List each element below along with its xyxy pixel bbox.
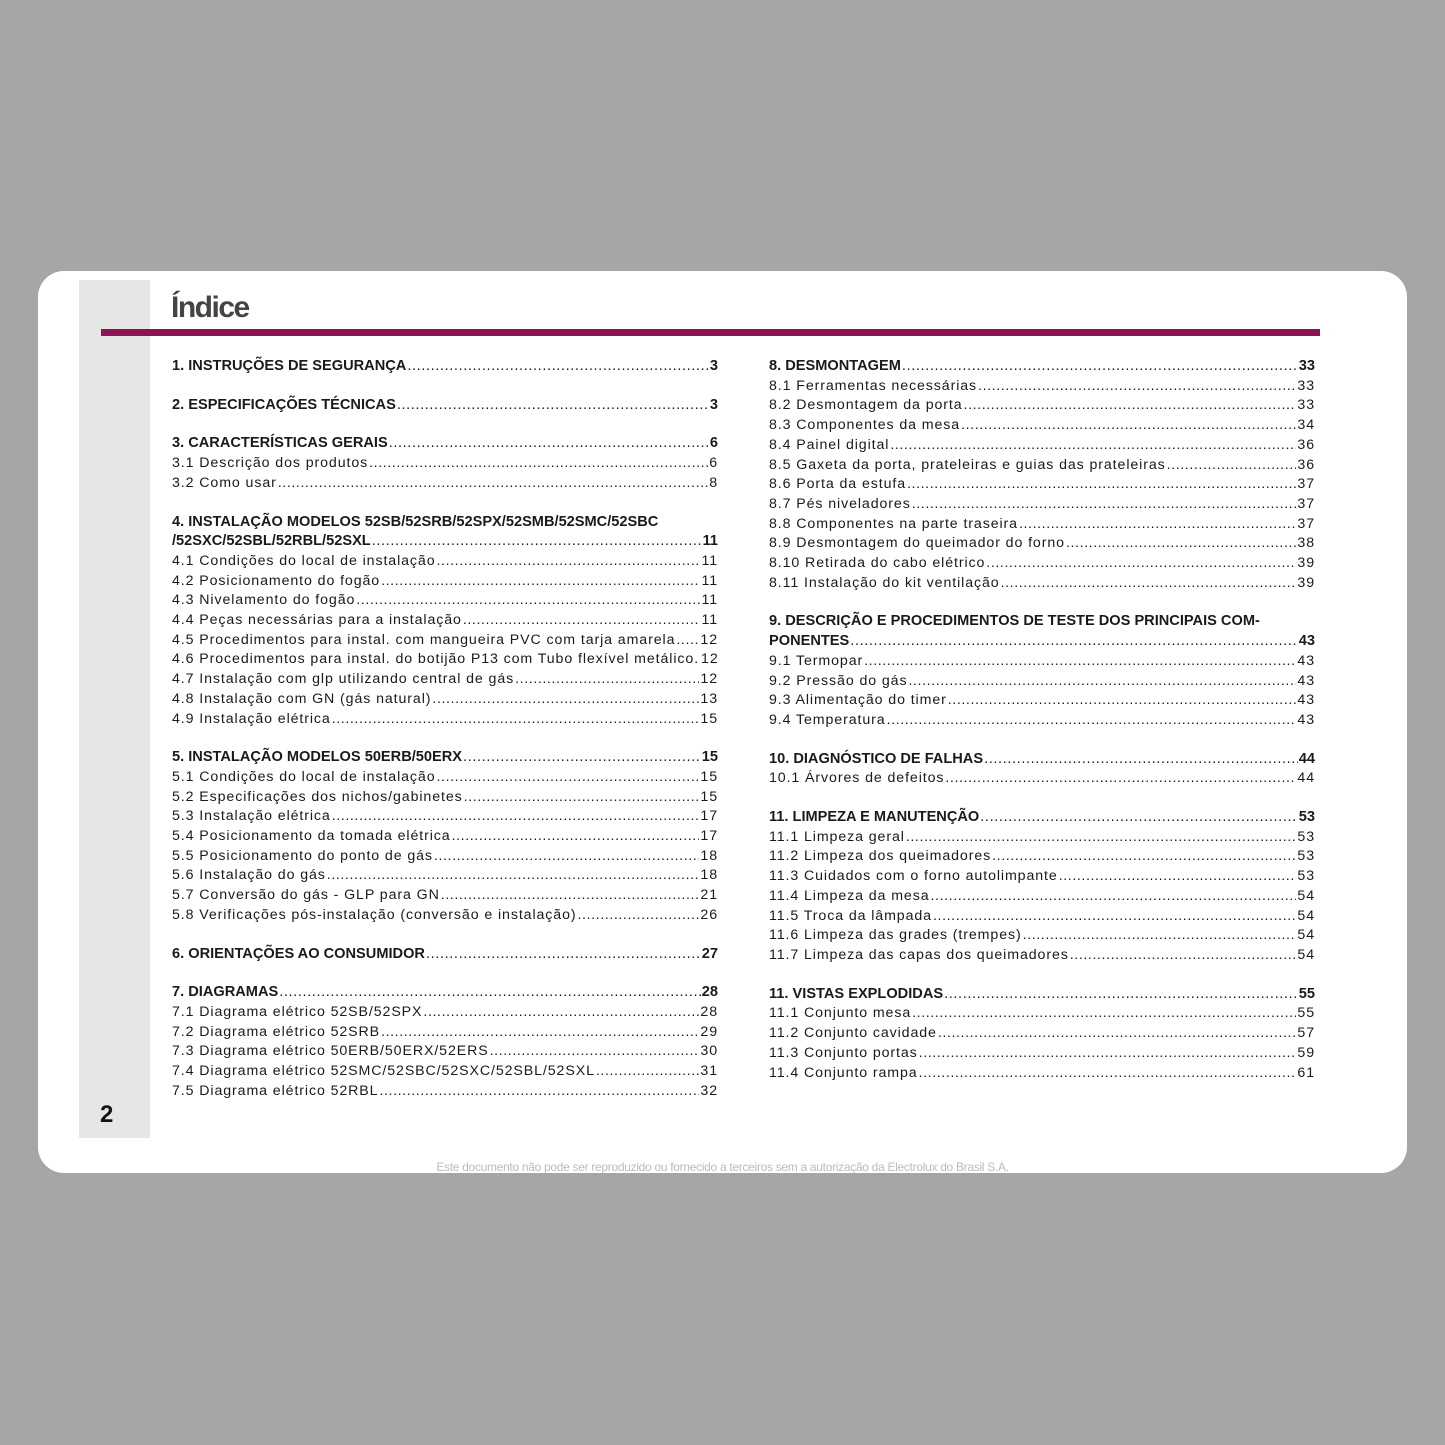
toc-entry-label: 8.10 Retirada do cabo elétrico xyxy=(769,555,986,572)
toc-entry[interactable] xyxy=(769,887,1315,907)
toc-entry-label: 11.4 Limpeza da mesa xyxy=(769,887,930,904)
toc-page-number: 57 xyxy=(1297,1025,1315,1042)
dot-leader xyxy=(463,611,701,631)
dot-leader xyxy=(434,847,699,867)
dot-leader xyxy=(986,554,1296,574)
toc-page-number: 36 xyxy=(1297,456,1315,473)
toc-page-number: 55 xyxy=(1298,985,1315,1002)
toc-page-number: 6 xyxy=(709,455,718,472)
dot-leader xyxy=(381,572,700,592)
toc-page-number: 11 xyxy=(702,533,718,550)
toc-page-number: 11 xyxy=(701,572,718,589)
toc-entry-label: 9.2 Pressão do gás xyxy=(769,672,908,689)
toc-page-number: 15 xyxy=(700,768,718,785)
toc-entry[interactable] xyxy=(172,886,718,906)
toc-section-heading[interactable] xyxy=(172,748,718,768)
toc-section-heading[interactable] xyxy=(769,985,1315,1005)
dot-leader xyxy=(1066,534,1296,554)
toc-entry[interactable] xyxy=(172,670,718,690)
dot-leader xyxy=(919,1064,1297,1084)
dot-leader xyxy=(676,631,699,651)
toc-page-number: 44 xyxy=(1297,770,1315,787)
toc-entry[interactable] xyxy=(769,1004,1315,1024)
toc-entry[interactable] xyxy=(172,454,718,474)
toc-page-number: 12 xyxy=(700,631,718,648)
toc-page-number: 39 xyxy=(1297,574,1315,591)
dot-leader xyxy=(1070,946,1297,966)
toc-entry[interactable] xyxy=(769,672,1315,692)
toc-page-number: 37 xyxy=(1297,515,1315,532)
toc-page-number: 18 xyxy=(700,847,718,864)
dot-leader xyxy=(919,1044,1297,1064)
toc-page-number: 27 xyxy=(701,945,718,962)
toc-entry-label: 9.4 Temperatura xyxy=(769,711,886,728)
toc-entry[interactable] xyxy=(172,1062,718,1082)
dot-leader xyxy=(938,1024,1297,1044)
toc-entry-label: 11.3 Cuidados com o forno autolimpante xyxy=(769,868,1058,885)
toc-section-heading[interactable] xyxy=(769,808,1315,828)
toc-entry[interactable] xyxy=(172,611,718,631)
toc-page-number: 53 xyxy=(1297,848,1315,865)
toc-entry-label: 10. DIAGNÓSTICO DE FALHAS xyxy=(769,750,984,767)
dot-leader xyxy=(945,769,1296,789)
dot-leader xyxy=(437,768,700,788)
toc-section-heading[interactable] xyxy=(769,750,1315,770)
toc-entry-label: 6. ORIENTAÇÕES AO CONSUMIDOR xyxy=(172,945,425,962)
dot-leader xyxy=(379,1082,699,1102)
toc-entry-label: 7.2 Diagrama elétrico 52SRB xyxy=(172,1023,381,1040)
toc-entry[interactable] xyxy=(769,436,1315,456)
toc-page-number: 6 xyxy=(709,435,718,452)
toc-page-number: 15 xyxy=(701,749,718,766)
toc-entry-label: 8.11 Instalação do kit ventilação xyxy=(769,574,1000,591)
toc-page-number: 33 xyxy=(1297,397,1315,414)
dot-leader xyxy=(944,985,1298,1005)
toc-section-heading[interactable] xyxy=(172,532,718,552)
toc-page-number: 61 xyxy=(1297,1064,1315,1081)
footer-notice: Este documento não pode ser reproduzido ou fornecido a terceiros sem a autorização da Electrolux do Brasil S.A. xyxy=(436,1160,1009,1174)
toc-entry[interactable] xyxy=(769,691,1315,711)
dot-leader xyxy=(279,983,701,1003)
toc-page-number: 3 xyxy=(709,358,718,374)
document-page xyxy=(38,271,1407,1173)
toc-page-number: 21 xyxy=(700,887,718,904)
toc-entry[interactable] xyxy=(769,907,1315,927)
toc-page-number: 53 xyxy=(1298,809,1315,826)
toc-entry-label: 11.3 Conjunto portas xyxy=(769,1044,918,1061)
toc-section-heading[interactable] xyxy=(172,396,718,416)
toc-entry[interactable] xyxy=(769,926,1315,946)
toc-page-number: 55 xyxy=(1297,1005,1315,1022)
toc-entry[interactable] xyxy=(172,474,718,494)
toc-page-number: 59 xyxy=(1297,1044,1315,1061)
toc-entry[interactable] xyxy=(172,807,718,827)
dot-leader xyxy=(992,847,1296,867)
toc-entry-label: 3. CARACTERÍSTICAS GERAIS xyxy=(172,435,388,452)
page-title: Índice xyxy=(171,291,249,324)
toc-entry-label: 5.6 Instalação do gás xyxy=(172,867,326,884)
dot-leader xyxy=(369,454,708,474)
toc-entry[interactable] xyxy=(172,631,718,651)
dot-leader xyxy=(578,906,700,926)
toc-page-number: 26 xyxy=(700,906,718,923)
toc-entry-label: 8. DESMONTAGEM xyxy=(769,358,901,374)
toc-entry-label: /52SXC/52SBL/52RBL/52SXL xyxy=(172,533,371,550)
toc-spacer xyxy=(172,415,718,434)
toc-entry-label: 7.5 Diagrama elétrico 52RBL xyxy=(172,1082,379,1099)
toc-spacer xyxy=(172,377,718,396)
toc-entry-label: 5.1 Condições do local de instalação xyxy=(172,768,436,785)
toc-section-heading[interactable] xyxy=(769,357,1315,377)
toc-heading-line: 4. INSTALAÇÃO MODELOS 52SB/52SRB/52SPX/52SMB/52SMC/52SBC xyxy=(172,513,659,530)
toc-entry-label: 4.9 Instalação elétrica xyxy=(172,710,331,727)
toc-page-number: 36 xyxy=(1297,436,1315,453)
dot-leader xyxy=(933,907,1296,927)
dot-leader xyxy=(964,396,1297,416)
toc-page-number: 12 xyxy=(701,651,719,668)
toc-spacer xyxy=(769,966,1315,985)
toc-entry[interactable] xyxy=(769,1024,1315,1044)
toc-entry-label: 11.1 Limpeza geral xyxy=(769,828,905,845)
toc-page-number: 44 xyxy=(1298,750,1315,767)
dot-leader xyxy=(426,945,701,965)
toc-entry[interactable] xyxy=(172,710,718,730)
toc-page-number: 12 xyxy=(700,671,718,688)
toc-page-number: 15 xyxy=(700,788,718,805)
dot-leader xyxy=(397,396,709,416)
toc-entry[interactable] xyxy=(172,591,718,611)
toc-entry[interactable] xyxy=(172,866,718,886)
toc-section-heading[interactable] xyxy=(172,357,718,377)
toc-entry-label: 3.2 Como usar xyxy=(172,474,277,491)
toc-page-number: 37 xyxy=(1297,476,1315,493)
toc-entry-label: 5.8 Verificações pós-instalação (conversão e instalação) xyxy=(172,906,577,923)
dot-leader xyxy=(906,828,1297,848)
toc-entry-label: 8.1 Ferramentas necessárias xyxy=(769,377,978,394)
dot-leader xyxy=(464,788,700,808)
toc-entry-label: 10.1 Árvores de defeitos xyxy=(769,770,945,787)
toc-entry-label: 8.9 Desmontagem do queimador do forno xyxy=(769,535,1065,552)
toc-page-number: 13 xyxy=(700,690,718,707)
toc-entry-label: 8.7 Pés niveladores xyxy=(769,495,911,512)
toc-entry-label: 7.1 Diagrama elétrico 52SB/52SPX xyxy=(172,1003,423,1020)
toc-entry-label: 8.5 Gaxeta da porta, prateleiras e guias das prateleiras xyxy=(769,456,1166,473)
toc-page-number: 17 xyxy=(700,808,718,825)
toc-entry-label: 7. DIAGRAMAS xyxy=(172,984,279,1001)
dot-leader xyxy=(1059,867,1297,887)
toc-page-number: 17 xyxy=(700,828,718,845)
toc-page-number: 8 xyxy=(709,474,718,491)
toc-entry[interactable] xyxy=(172,906,718,926)
toc-section-heading[interactable] xyxy=(172,983,718,1003)
dot-leader xyxy=(381,1023,699,1043)
dot-leader xyxy=(372,532,702,552)
toc-page-number: 28 xyxy=(700,1003,718,1020)
toc-entry-label: 4.1 Condições do local de instalação xyxy=(172,552,436,569)
toc-page-number: 28 xyxy=(701,984,718,1001)
toc-entry-label: 11. VISTAS EXPLODIDAS xyxy=(769,985,944,1002)
toc-entry-label: 5.2 Especificações dos nichos/gabinetes xyxy=(172,788,463,805)
dot-leader xyxy=(978,377,1296,397)
toc-page-number: 33 xyxy=(1297,377,1315,394)
dot-leader xyxy=(887,711,1297,731)
toc-entry-label: 8.4 Painel digital xyxy=(769,436,890,453)
toc-entry[interactable] xyxy=(769,847,1315,867)
toc-entry[interactable] xyxy=(769,1064,1315,1084)
toc-page-number: 11 xyxy=(701,552,718,569)
toc-entry-label: 2. ESPECIFICAÇÕES TÉCNICAS xyxy=(172,396,396,413)
toc-entry[interactable] xyxy=(172,1082,718,1102)
toc-entry-label: 11.1 Conjunto mesa xyxy=(769,1005,912,1022)
toc-spacer xyxy=(172,729,718,748)
toc-entry-label: 5.5 Posicionamento do ponto de gás xyxy=(172,847,433,864)
toc-entry-label: 4.4 Peças necessárias para a instalação xyxy=(172,612,462,629)
toc-entry[interactable] xyxy=(172,572,718,592)
toc-entry-label: 5.3 Instalação elétrica xyxy=(172,808,331,825)
toc-section-heading[interactable] xyxy=(172,434,718,454)
toc-entry-label: 11. LIMPEZA E MANUTENÇÃO xyxy=(769,809,980,826)
dot-leader xyxy=(407,357,709,377)
toc-entry-label: 8.3 Componentes da mesa xyxy=(769,417,961,434)
dot-leader xyxy=(850,632,1297,652)
dot-leader xyxy=(463,748,701,768)
toc-spacer xyxy=(172,494,718,513)
dot-leader xyxy=(984,750,1298,770)
toc-page-number: 33 xyxy=(1298,358,1315,374)
dot-leader xyxy=(490,1042,700,1062)
toc-entry[interactable] xyxy=(769,867,1315,887)
dot-leader xyxy=(596,1062,700,1082)
toc-entry[interactable] xyxy=(172,552,718,572)
toc-page-number: 38 xyxy=(1297,535,1315,552)
toc-entry-label: 11.4 Conjunto rampa xyxy=(769,1064,918,1081)
side-strip xyxy=(79,280,150,1138)
dot-leader xyxy=(332,710,700,730)
toc-page-number: 11 xyxy=(701,592,718,609)
dot-leader xyxy=(389,434,709,454)
dot-leader xyxy=(864,652,1296,672)
title-rule xyxy=(101,329,1320,336)
toc-entry[interactable] xyxy=(769,495,1315,515)
toc-spacer xyxy=(769,731,1315,750)
toc-page-number: 30 xyxy=(700,1043,718,1060)
dot-leader xyxy=(1023,926,1297,946)
toc-entry[interactable] xyxy=(769,574,1315,594)
dot-leader xyxy=(332,807,700,827)
toc-spacer xyxy=(172,926,718,945)
dot-leader xyxy=(432,690,699,710)
toc-entry-label: PONENTES xyxy=(769,633,850,650)
toc-entry-label: 7.3 Diagrama elétrico 50ERB/50ERX/52ERS xyxy=(172,1043,489,1060)
dot-leader xyxy=(907,475,1296,495)
toc-entry-label: 9.1 Termopar xyxy=(769,652,864,669)
toc-page-number: 43 xyxy=(1297,692,1315,709)
toc-section-heading[interactable] xyxy=(769,632,1315,652)
toc-entry[interactable] xyxy=(769,554,1315,574)
toc-page-number: 54 xyxy=(1297,907,1315,924)
toc-entry-label: 4.8 Instalação com GN (gás natural) xyxy=(172,690,432,707)
toc-entry[interactable] xyxy=(769,456,1315,476)
dot-leader xyxy=(327,866,700,886)
toc-page-number: 53 xyxy=(1297,828,1315,845)
toc-entry-label: 8.8 Componentes na parte traseira xyxy=(769,515,1018,532)
toc-entry-label: 5.4 Posicionamento da tomada elétrica xyxy=(172,828,451,845)
toc-entry-label: 4.5 Procedimentos para instal. com mangueira PVC com tarja amarela xyxy=(172,631,676,648)
toc-page-number: 31 xyxy=(700,1063,718,1080)
toc-entry-label: 4.2 Posicionamento do fogão xyxy=(172,572,381,589)
toc-entry-label: 11.5 Troca da lâmpada xyxy=(769,907,932,924)
toc-entry[interactable] xyxy=(769,475,1315,495)
dot-leader xyxy=(452,827,700,847)
toc-page-number: 43 xyxy=(1297,711,1315,728)
toc-entry-label: 11.2 Conjunto cavidade xyxy=(769,1025,937,1042)
dot-leader xyxy=(441,886,700,906)
toc-page-number: 11 xyxy=(701,612,718,629)
toc-entry-label: 1. INSTRUÇÕES DE SEGURANÇA xyxy=(172,358,407,374)
toc-page-number: 3 xyxy=(709,396,718,413)
dot-leader xyxy=(912,495,1297,515)
toc-entry[interactable] xyxy=(172,690,718,710)
toc-entry-label: 4.3 Nivelamento do fogão xyxy=(172,592,356,609)
toc-spacer xyxy=(172,964,718,983)
dot-leader xyxy=(961,416,1296,436)
toc-entry[interactable] xyxy=(172,1023,718,1043)
toc-page-number: 39 xyxy=(1297,555,1315,572)
toc-entry[interactable] xyxy=(172,1003,718,1023)
dot-leader xyxy=(1167,456,1297,476)
toc-spacer xyxy=(769,789,1315,808)
toc-page-number: 37 xyxy=(1297,495,1315,512)
toc-page-number: 32 xyxy=(700,1082,718,1099)
toc-section-heading[interactable] xyxy=(172,945,718,965)
toc-left-column xyxy=(172,357,718,1102)
toc-entry[interactable] xyxy=(769,396,1315,416)
toc-entry[interactable] xyxy=(769,946,1315,966)
toc-entry[interactable] xyxy=(172,1042,718,1062)
toc-spacer xyxy=(769,593,1315,612)
toc-entry[interactable] xyxy=(769,828,1315,848)
toc-page-number: 43 xyxy=(1297,672,1315,689)
toc-entry-label: 9.3 Alimentação do timer xyxy=(769,692,947,709)
toc-page-number: 54 xyxy=(1297,927,1315,944)
page-number: 2 xyxy=(100,1101,114,1128)
dot-leader xyxy=(908,672,1296,692)
toc-entry[interactable] xyxy=(172,788,718,808)
toc-heading-line: 9. DESCRIÇÃO E PROCEDIMENTOS DE TESTE DOS PRINCIPAIS COM- xyxy=(769,613,1260,630)
toc-entry[interactable] xyxy=(769,652,1315,672)
dot-leader xyxy=(902,357,1298,377)
toc-entry[interactable] xyxy=(769,534,1315,554)
toc-entry[interactable] xyxy=(769,515,1315,535)
dot-leader xyxy=(912,1004,1296,1024)
toc-entry[interactable] xyxy=(769,711,1315,731)
toc-page-number: 15 xyxy=(700,710,718,727)
dot-leader xyxy=(930,887,1296,907)
toc-page-number: 29 xyxy=(700,1023,718,1040)
dot-leader xyxy=(980,808,1297,828)
toc-entry[interactable] xyxy=(769,377,1315,397)
toc-page-number: 43 xyxy=(1298,633,1315,650)
toc-entry-label: 5.7 Conversão do gás - GLP para GN xyxy=(172,887,440,904)
toc-entry[interactable] xyxy=(172,847,718,867)
toc-page-number: 18 xyxy=(700,867,718,884)
toc-page-number: 54 xyxy=(1297,946,1315,963)
toc-entry-label: 11.6 Limpeza das grades (trempes) xyxy=(769,927,1022,944)
toc-page-number: 54 xyxy=(1297,887,1315,904)
dot-leader xyxy=(1019,515,1296,535)
toc-entry[interactable] xyxy=(769,1044,1315,1064)
toc-page-number: 34 xyxy=(1297,417,1315,434)
toc-entry-label: 4.7 Instalação com glp utilizando central de gás xyxy=(172,671,515,688)
toc-entry-label: 11.7 Limpeza das capas dos queimadores xyxy=(769,946,1069,963)
toc-entry-label: 8.2 Desmontagem da porta xyxy=(769,397,963,414)
toc-entry-label: 11.2 Limpeza dos queimadores xyxy=(769,848,992,865)
toc-entry[interactable] xyxy=(769,416,1315,436)
toc-entry[interactable] xyxy=(172,768,718,788)
dot-leader xyxy=(278,474,708,494)
toc-entry-label: 8.6 Porta da estufa xyxy=(769,476,906,493)
toc-page-number: 43 xyxy=(1297,652,1315,669)
toc-entry-label: 4.6 Procedimentos para instal. do botijão P13 com Tubo flexível metálico. xyxy=(172,651,700,668)
dot-leader xyxy=(356,591,700,611)
toc-entry-label: 7.4 Diagrama elétrico 52SMC/52SBC/52SXC/52SBL/52SXL xyxy=(172,1063,595,1080)
toc-entry-label: 3.1 Descrição dos produtos xyxy=(172,455,369,472)
toc-right-column xyxy=(769,357,1315,1083)
dot-leader xyxy=(1001,574,1297,594)
dot-leader xyxy=(948,691,1297,711)
toc-entry[interactable] xyxy=(172,827,718,847)
dot-leader xyxy=(437,552,701,572)
toc-entry[interactable] xyxy=(172,650,718,670)
dot-leader xyxy=(890,436,1296,456)
dot-leader xyxy=(515,670,699,690)
dot-leader xyxy=(423,1003,699,1023)
toc-entry[interactable] xyxy=(769,769,1315,789)
toc-entry-label: 5. INSTALAÇÃO MODELOS 50ERB/50ERX xyxy=(172,749,463,766)
toc-page-number: 53 xyxy=(1297,868,1315,885)
